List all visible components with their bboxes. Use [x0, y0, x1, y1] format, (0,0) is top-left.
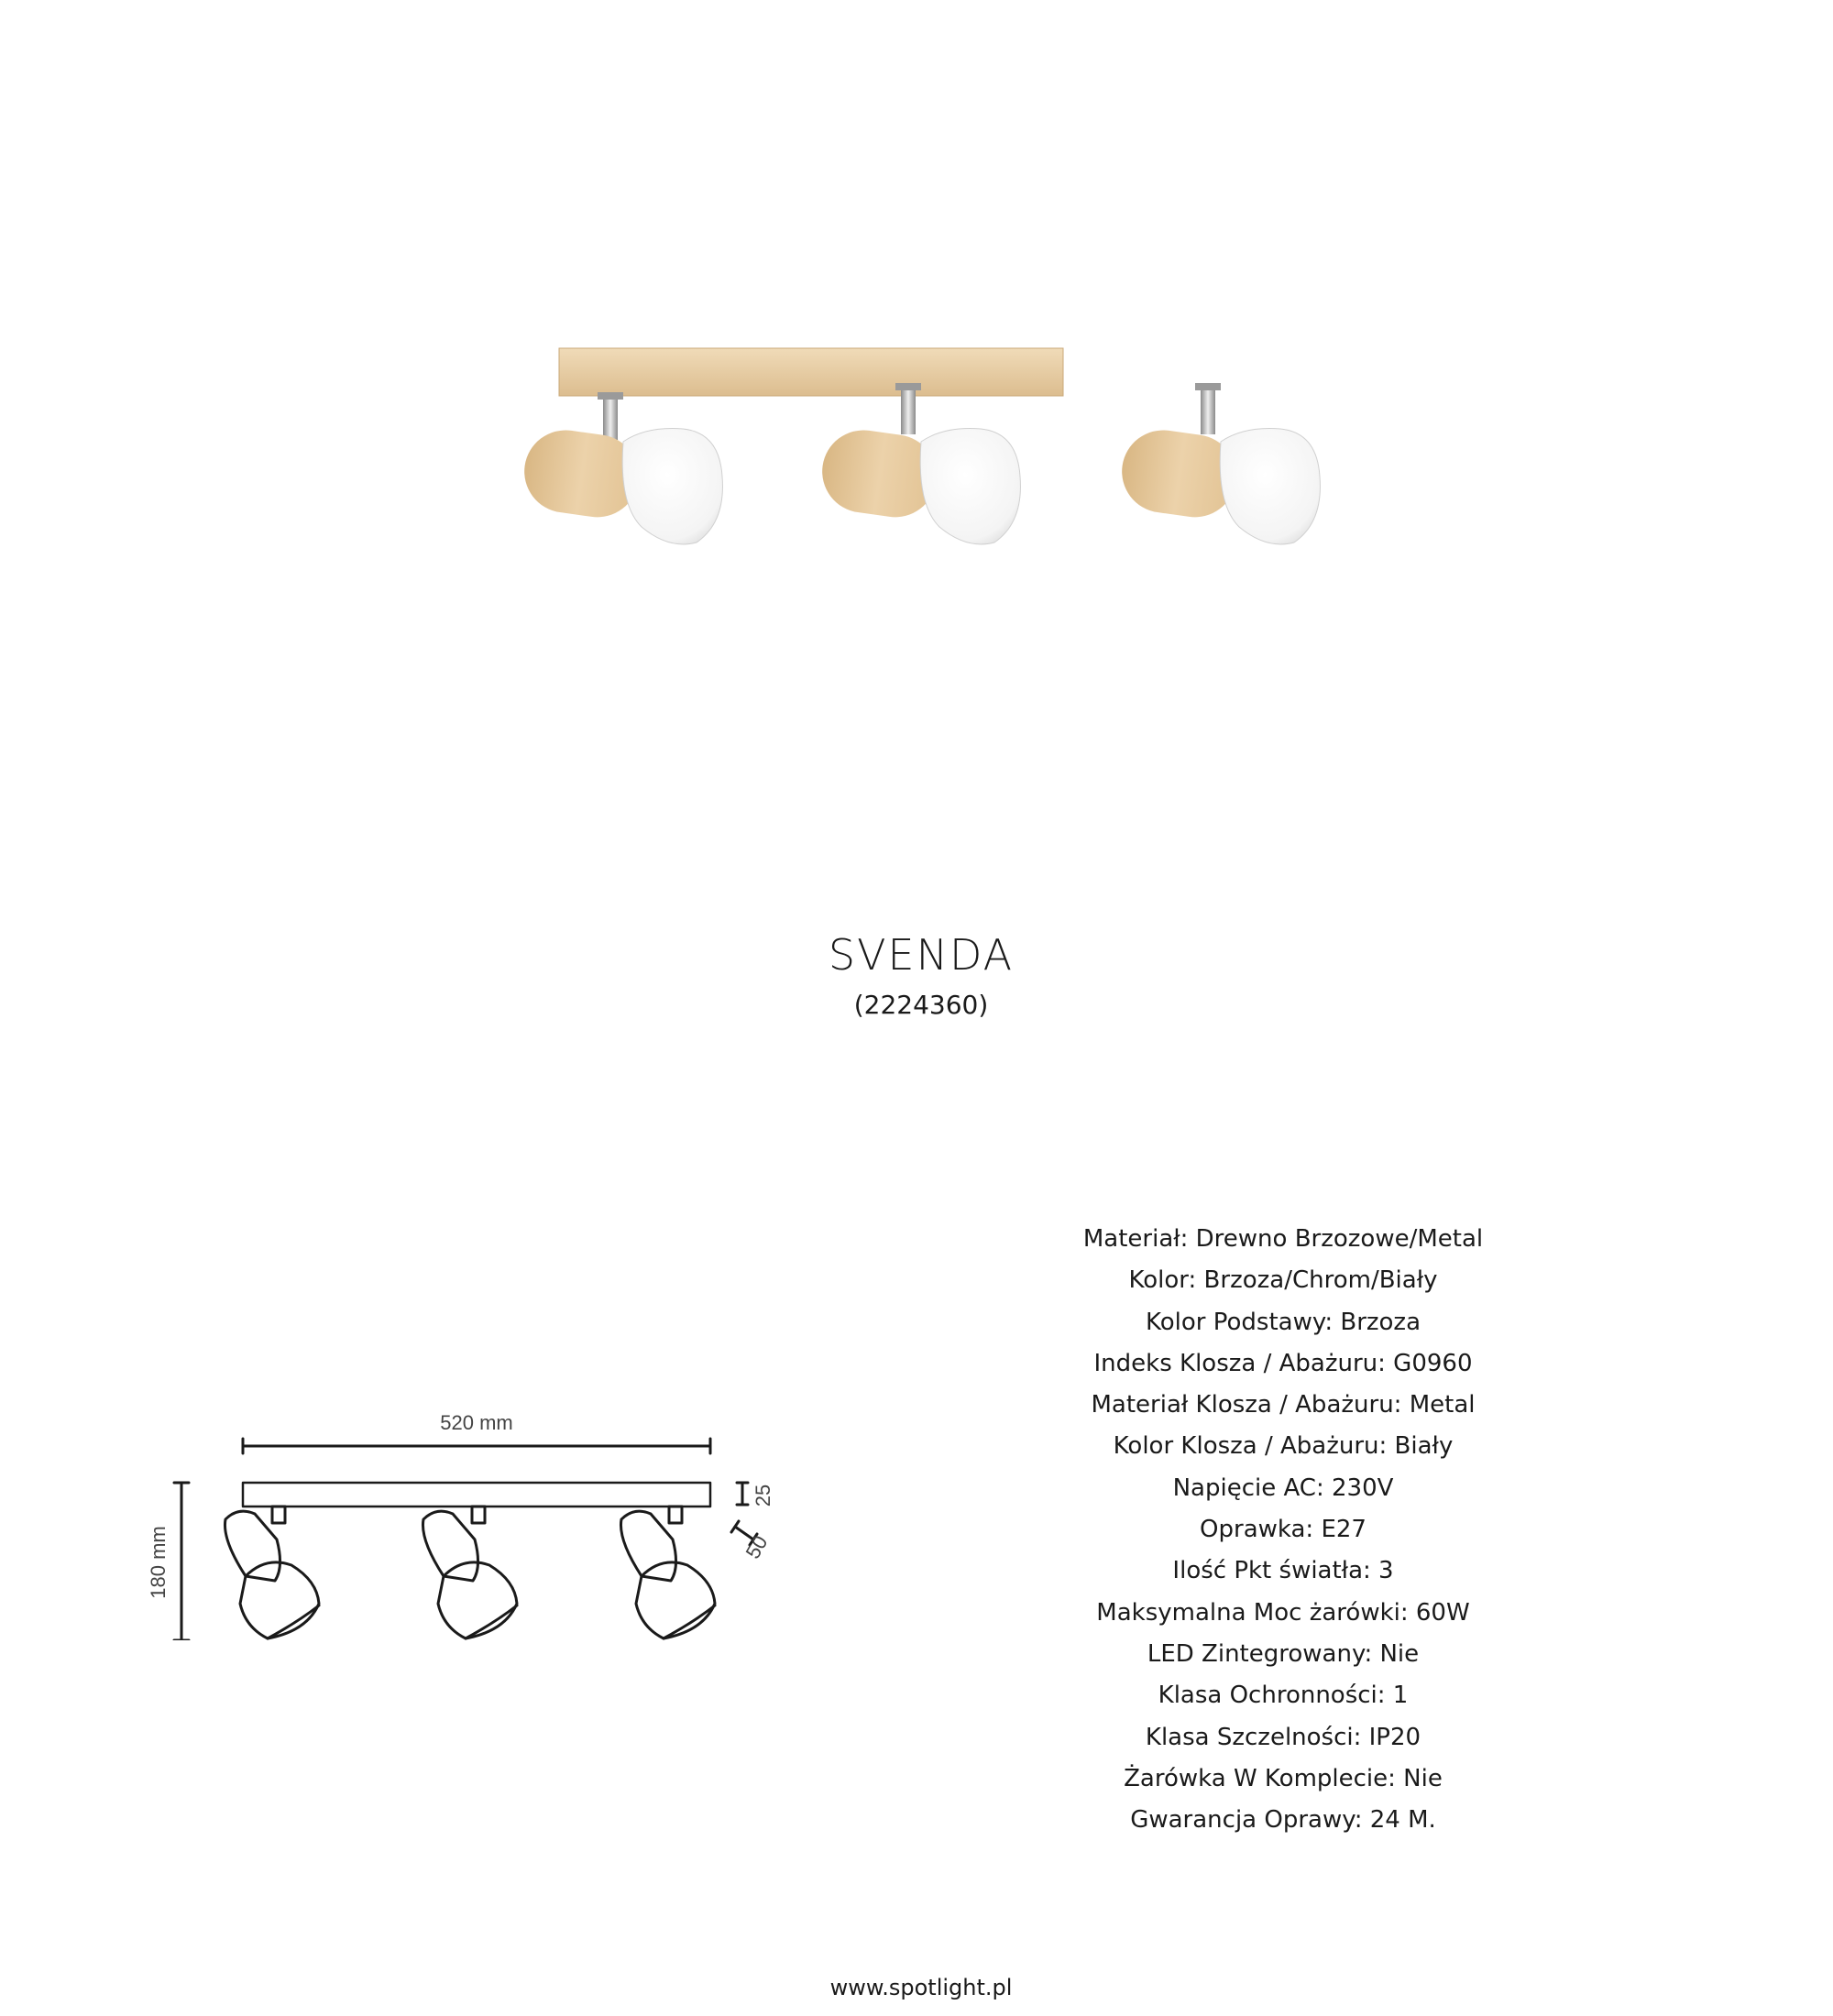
- width-label: 520 mm: [440, 1411, 513, 1434]
- product-code: (2224360): [853, 990, 989, 1020]
- spec-item: LED Zintegrowany: Nie: [1147, 1639, 1420, 1668]
- spotlight-1: [519, 392, 722, 544]
- spec-item: Materiał Klosza / Abażuru: Metal: [1091, 1391, 1476, 1419]
- spec-item: Maksymalna Moc żarówki: 60W: [1096, 1598, 1470, 1627]
- spec-list: [1008, 1219, 1558, 1841]
- height-label: 180 mm: [147, 1526, 170, 1599]
- base-bar-outline: [243, 1483, 710, 1507]
- spec-item: Oprawka: E27: [1200, 1516, 1367, 1544]
- spot-outline-2: [423, 1507, 517, 1638]
- spec-item: Klasa Ochronności: 1: [1158, 1682, 1409, 1710]
- spec-item: Kolor: Brzoza/Chrom/Biały: [1128, 1266, 1438, 1295]
- spec-item: Klasa Szczelności: IP20: [1145, 1723, 1421, 1751]
- spec-item: Żarówka W Komplecie: Nie: [1124, 1764, 1443, 1792]
- spot-outline-1: [225, 1507, 319, 1638]
- base-depth-label: 50: [741, 1531, 773, 1563]
- spec-item: Ilość Pkt światła: 3: [1172, 1557, 1394, 1585]
- spec-item: Gwarancja Oprawy: 24 M.: [1130, 1806, 1436, 1835]
- spec-item: Materiał: Drewno Brzozowe/Metal: [1082, 1225, 1484, 1253]
- spec-item: Napięcie AC: 230V: [1172, 1474, 1394, 1502]
- website-link[interactable]: www.spotlight.pl: [829, 1975, 1013, 2000]
- spec-item: Kolor Klosza / Abażuru: Biały: [1113, 1432, 1454, 1461]
- spotlight-2: [817, 383, 1020, 544]
- spec-item: Kolor Podstawy: Brzoza: [1145, 1308, 1421, 1336]
- spec-item: Indeks Klosza / Abażuru: G0960: [1093, 1349, 1473, 1377]
- product-name: SVENDA: [828, 930, 1015, 980]
- product-photo: [495, 330, 1356, 605]
- base-height-label: 25: [752, 1484, 774, 1507]
- spotlight-3: [1116, 383, 1320, 544]
- dimension-drawing: [137, 1393, 797, 1640]
- spot-outline-3: [620, 1507, 715, 1638]
- wooden-base-bar: [559, 348, 1063, 396]
